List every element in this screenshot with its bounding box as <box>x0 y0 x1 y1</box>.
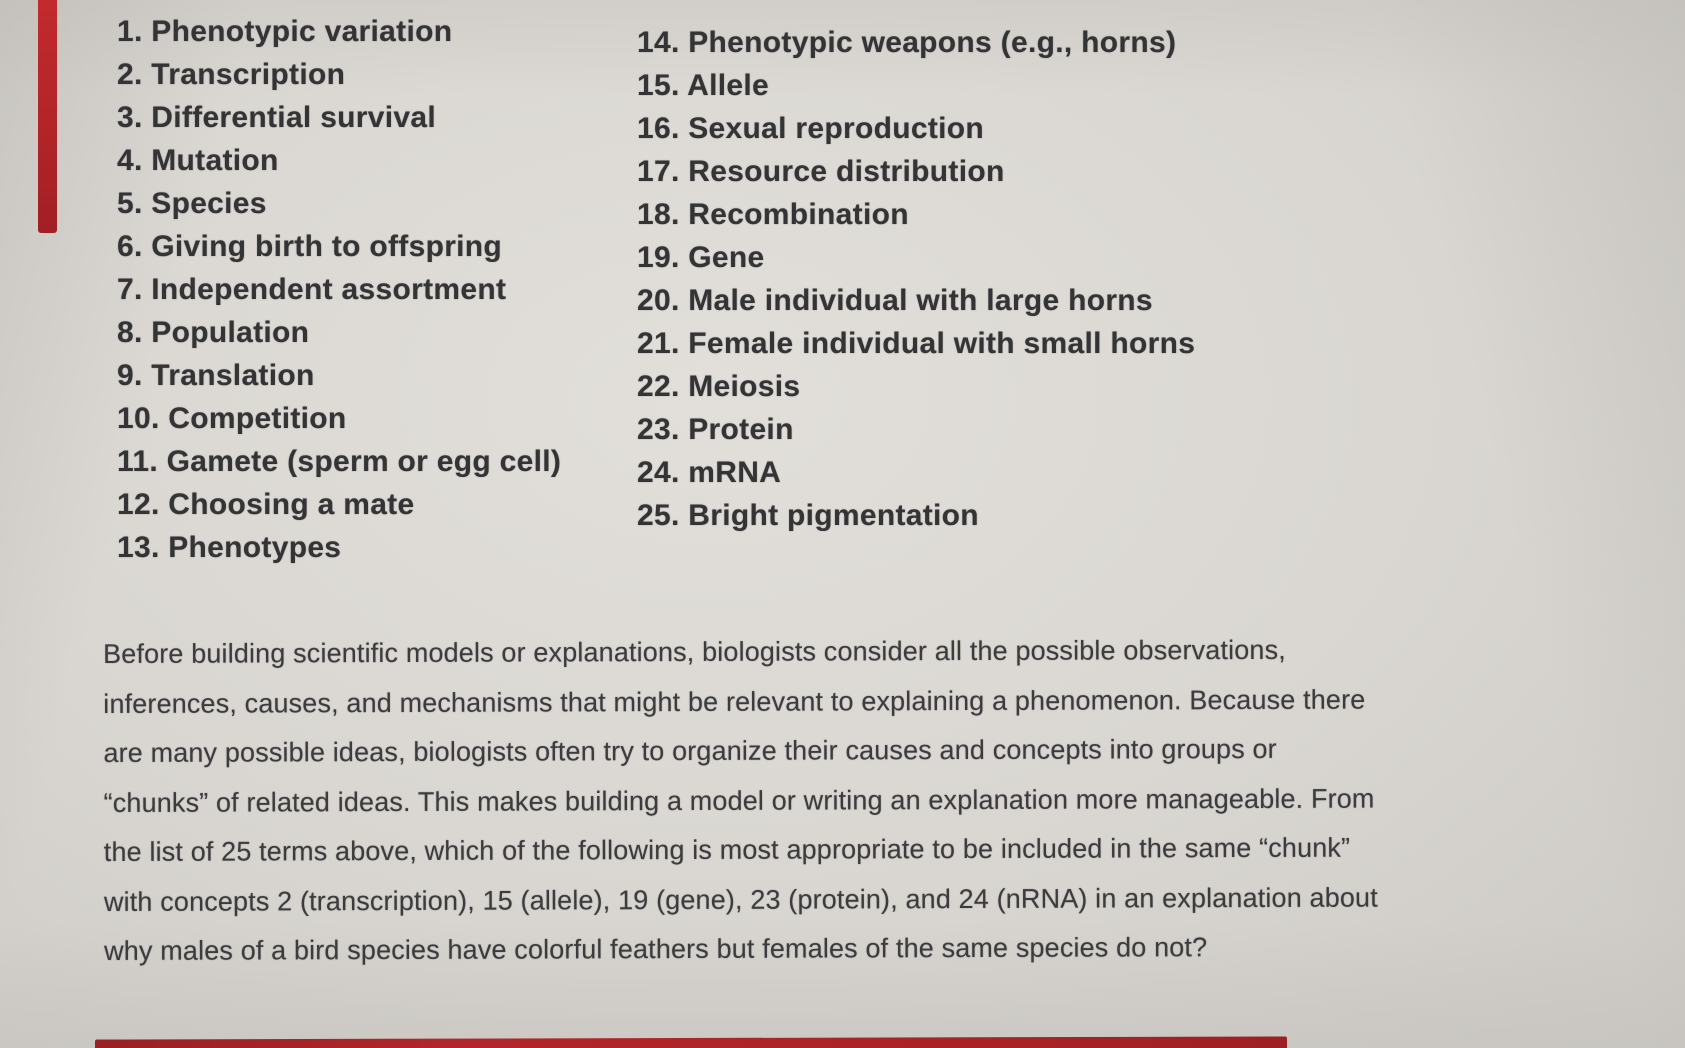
term-number: 12. <box>117 488 160 521</box>
term-number: 8. <box>117 316 143 349</box>
paragraph-line: “chunks” of related ideas. This makes building a model or writing an explanation more manageable. From <box>103 783 1375 818</box>
term-number: 23. <box>637 413 680 446</box>
term-number: 19. <box>637 241 680 274</box>
term-number: 10. <box>117 402 160 435</box>
term-item <box>117 483 561 526</box>
term-label: Population <box>151 316 310 349</box>
term-item <box>637 408 1195 451</box>
term-number: 3. <box>117 101 143 134</box>
term-label: Allele <box>687 69 769 102</box>
term-number: 17. <box>637 155 680 188</box>
term-label: Resource distribution <box>688 155 1005 188</box>
red-bottom-strip <box>95 1036 1287 1048</box>
term-item <box>637 365 1195 408</box>
term-number: 6. <box>117 230 143 263</box>
term-item <box>637 236 1195 279</box>
term-item <box>637 107 1195 150</box>
term-item <box>637 494 1195 537</box>
term-item <box>117 526 561 569</box>
term-label: Differential survival <box>151 101 437 134</box>
term-label: Recombination <box>688 198 909 231</box>
term-label: Phenotypes <box>168 531 342 564</box>
term-label: Species <box>151 187 267 220</box>
term-item <box>117 354 561 397</box>
term-label: Sexual reproduction <box>688 112 985 145</box>
term-label: Protein <box>688 413 794 446</box>
paragraph-line: inferences, causes, and mechanisms that might be relevant to explaining a phenomenon. Because there <box>103 684 1366 719</box>
term-number: 16. <box>637 112 680 145</box>
term-label: Female individual with small horns <box>688 327 1196 360</box>
term-item <box>637 279 1195 322</box>
term-number: 20. <box>637 284 680 317</box>
term-label: mRNA <box>688 456 782 489</box>
term-item <box>117 397 561 440</box>
term-label: Choosing a mate <box>168 488 415 521</box>
term-number: 22. <box>637 370 680 403</box>
term-label: Transcription <box>151 58 346 91</box>
term-number: 9. <box>117 359 143 392</box>
question-paragraph <box>103 626 1378 977</box>
term-label: Phenotypic variation <box>151 15 453 48</box>
paragraph-line: with concepts 2 (transcription), 15 (allele), 19 (gene), 23 (protein), and 24 (nRNA) in an explanation about <box>103 882 1378 917</box>
paragraph-line: Before building scientific models or explanations, biologists consider all the possible observations, <box>103 634 1286 669</box>
term-item <box>637 64 1195 107</box>
term-label: Male individual with large horns <box>688 284 1153 317</box>
terms-list-left <box>117 10 561 569</box>
term-label: Translation <box>151 359 315 392</box>
term-item <box>117 225 561 268</box>
term-number: 18. <box>637 198 680 231</box>
paragraph-line: are many possible ideas, biologists often try to organize their causes and concepts into groups or <box>103 733 1277 768</box>
term-number: 1. <box>117 15 143 48</box>
term-item <box>117 96 561 139</box>
term-item <box>637 193 1195 236</box>
paragraph-line: why males of a bird species have colorful feathers but females of the same species do not? <box>104 932 1208 966</box>
term-number: 21. <box>637 327 680 360</box>
term-label: Bright pigmentation <box>688 499 979 532</box>
term-number: 24. <box>637 456 680 489</box>
term-item <box>117 10 561 53</box>
term-number: 11. <box>117 445 158 478</box>
term-item <box>117 440 561 483</box>
term-label: Meiosis <box>688 370 801 403</box>
paragraph-line: the list of 25 terms above, which of the following is most appropriate to be included in the same “chunk” <box>103 832 1351 867</box>
term-label: Phenotypic weapons (e.g., horns) <box>688 26 1177 59</box>
term-item <box>117 139 561 182</box>
terms-list-right <box>637 21 1195 537</box>
term-number: 14. <box>637 26 680 59</box>
term-number: 13. <box>117 531 160 564</box>
term-number: 4. <box>117 144 143 177</box>
term-number: 2. <box>117 58 143 91</box>
term-number: 5. <box>117 187 143 220</box>
term-number: 25. <box>637 499 680 532</box>
term-label: Mutation <box>151 144 279 177</box>
term-label: Gene <box>688 241 765 274</box>
term-number: 15. <box>637 69 680 102</box>
term-label: Giving birth to offspring <box>151 230 503 263</box>
term-label: Independent assortment <box>151 273 507 306</box>
term-item <box>637 451 1195 494</box>
term-item <box>117 311 561 354</box>
term-label: Gamete (sperm or egg cell) <box>166 445 562 478</box>
term-item <box>117 268 561 311</box>
term-item <box>117 53 561 96</box>
term-item <box>637 150 1195 193</box>
term-item <box>637 322 1195 365</box>
term-label: Competition <box>168 402 347 435</box>
term-item <box>117 182 561 225</box>
term-number: 7. <box>117 273 143 306</box>
term-item <box>637 21 1195 64</box>
